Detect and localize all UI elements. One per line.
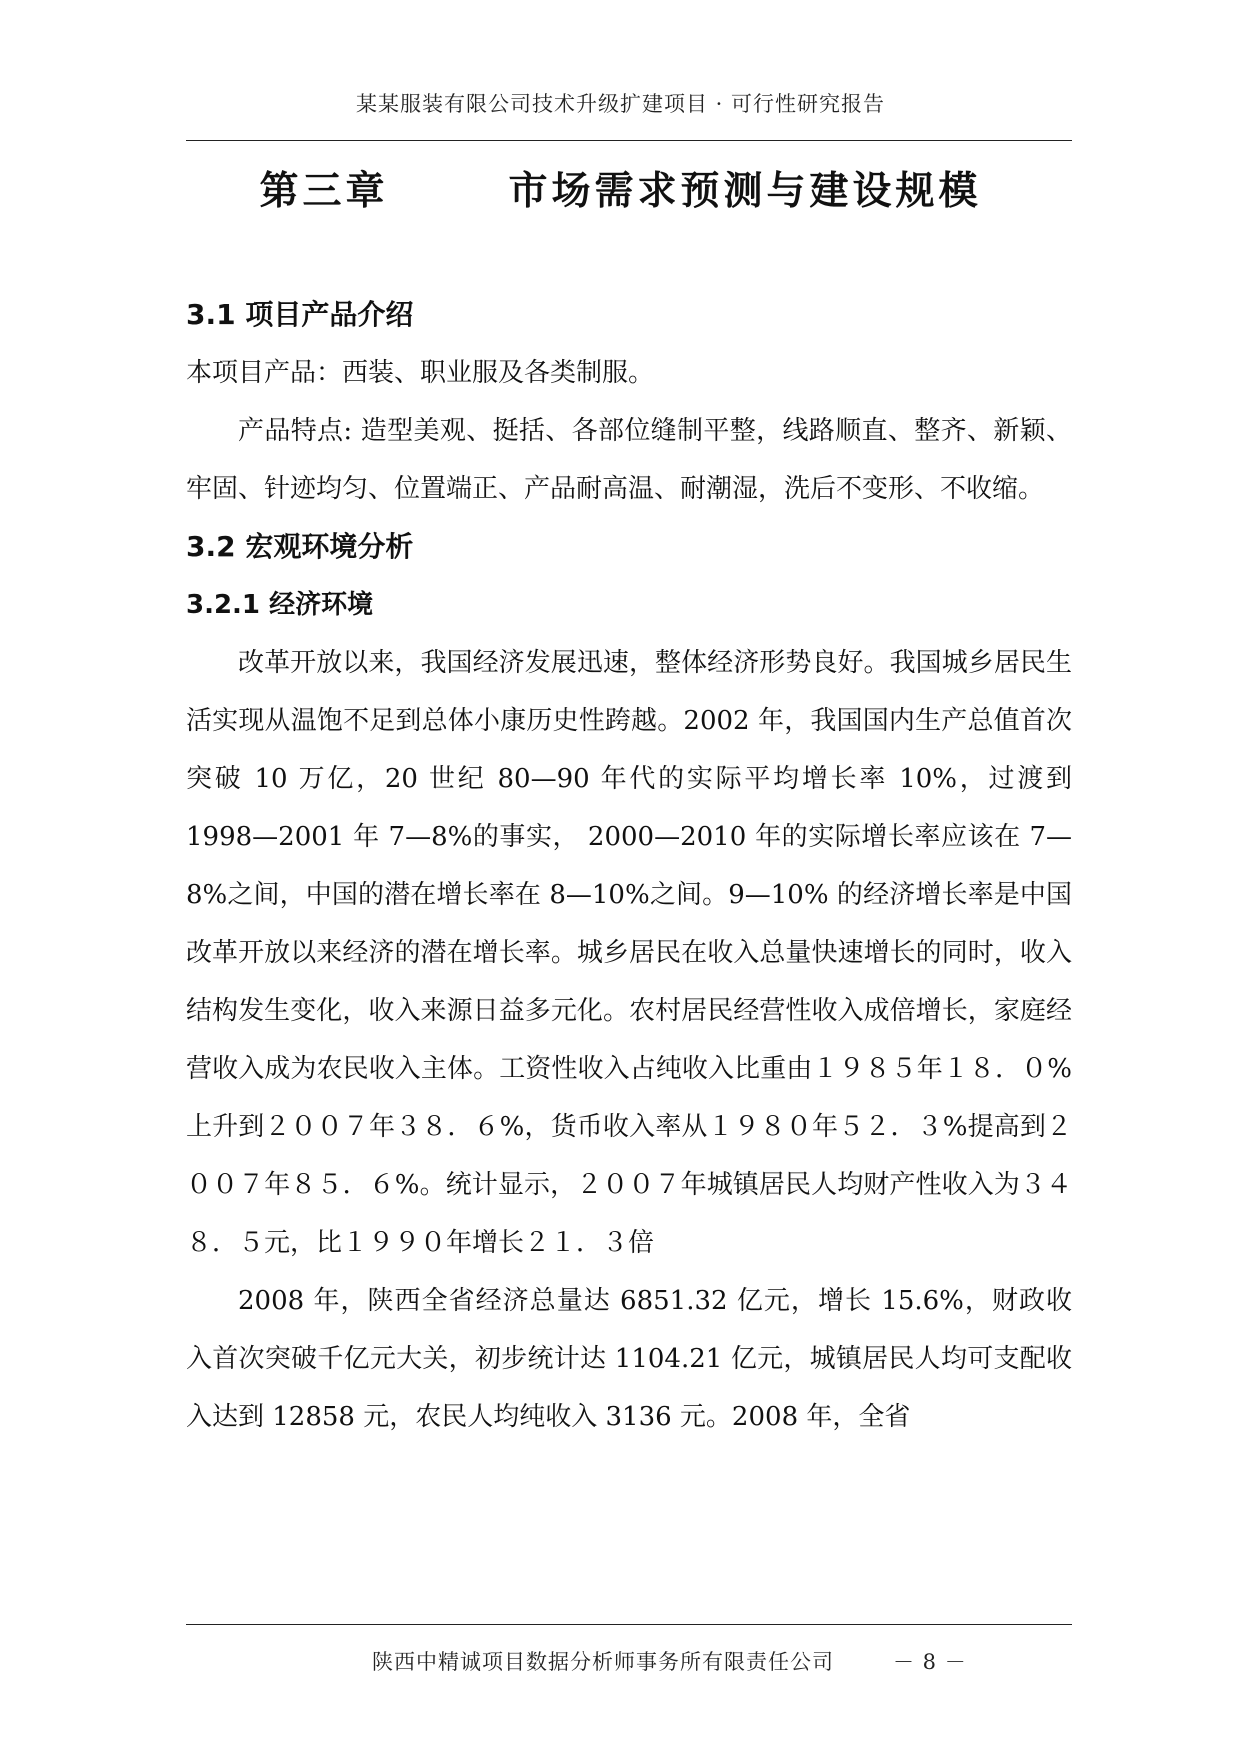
- chapter-title: [0, 160, 1241, 216]
- header-rule: [186, 140, 1072, 141]
- running-header: 某某服装有限公司技术升级扩建项目 · 可行性研究报告: [355, 92, 886, 116]
- footer-rule: [186, 1624, 1072, 1625]
- section-heading-3-1: 3.1 项目产品介绍: [186, 298, 414, 331]
- paragraph-products: 本项目产品：西装、职业服及各类制服。: [186, 358, 655, 388]
- chapter-number: 第三章: [259, 169, 389, 214]
- footer-company: 陕西中精诚项目数据分析师事务所有限责任公司: [372, 1650, 834, 1674]
- page-number: － 8 －: [893, 1650, 967, 1674]
- paragraph-economy-shaanxi: 2008 年，陕西全省经济总量达 6851.32 亿元，增长 15.6%，财政收入首次突破千亿元大关，初步统计达 1104.21 亿元，城镇居民人均可支配收入达到 12858 元，农民人均纯收入 3136 元。2008 年，全省: [186, 1286, 1072, 1432]
- section-heading-3-2: 3.2 宏观环境分析: [186, 530, 414, 563]
- document-body: [186, 280, 1072, 1446]
- section-heading-3-2-1: 3.2.1 经济环境: [186, 590, 374, 620]
- paragraph-product-features: 产品特点: 造型美观、挺括、各部位缝制平整，线路顺直、整齐、新颖、牢固、针迹均匀、位置端正、产品耐高温、耐潮湿，洗后不变形、不收缩。: [186, 416, 1072, 504]
- paragraph-economy-national: 改革开放以来，我国经济发展迅速，整体经济形势良好。我国城乡居民生活实现从温饱不足到总体小康历史性跨越。2002 年，我国国内生产总值首次突破 10 万亿，20 世纪 80—90 年代的实际平均增长率 10%，过渡到 1998—2001 年 7—8%的事实， 2000—2010 年的实际增长率应该在 7—8%之间，中国的潜在增长率在 8—10%之间。9—10% 的经济增长率是中国改革开放以来经济的潜在增长率。城乡居民在收入总量快速增长的同时，收入结构发生变化，收入来源日益多元化。农村居民经营性收入成倍增长，家庭经营收入成为农民收入主体。工资性收入占纯收入比重由１９８５年１８．０%上升到２００７年３８．６%，货币收入率从１９８０年５２．３%提高到２００７年８５．６%。统计显示，２００７年城镇居民人均财产性收入为３４８．５元，比１９９０年增长２１．３倍: [186, 648, 1072, 1258]
- chapter-name: 市场需求预测与建设规模: [508, 169, 982, 214]
